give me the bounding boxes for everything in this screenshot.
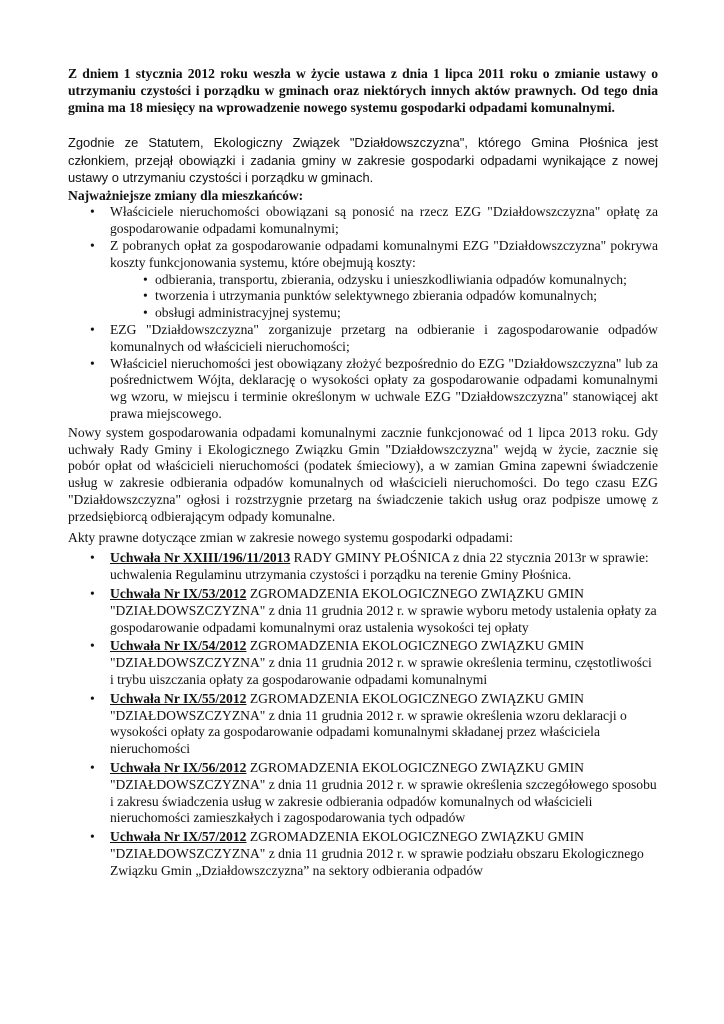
change-owners-fee: Właściciele nieruchomości obowiązani są ponosić na rzecz EZG "Działdowszczyzna" opłatę za gospodarowanie odpadami komunalnymi; bbox=[110, 204, 658, 237]
act-description: RADY GMINY PŁOŚNICA z dnia 22 stycznia 2013r w sprawie: uchwalenia Regulaminu utrzymania czystości i porządku na terenie Gminy Płośnica. bbox=[110, 550, 649, 583]
change-tender: EZG "Działdowszczyzna" zorganizuje przetarg na odbieranie i zagospodarowanie odpadów komunalnych od właścicieli nieruchomości; bbox=[110, 321, 658, 354]
act-description: ZGROMADZENIA EKOLOGICZNEGO ZWIĄZKU GMIN "DZIAŁDOWSZCZYZNA" z dnia 11 grudnia 2012 r. w sprawie podziału obszaru Ekologicznego Związku Gmin „Działdowszczyzna” na sektory odbierania odpadów bbox=[110, 829, 644, 878]
changes-heading: Najważniejsze zmiany dla mieszkańców: bbox=[68, 187, 304, 203]
document-page bbox=[68, 66, 658, 881]
change-fees-cover-costs: Z pobranych opłat za gospodarowanie odpadami komunalnymi EZG "Działdowszczyzna" pokrywa koszty funkcjonowania systemu, które obejmują koszty: bbox=[110, 238, 658, 270]
act-description: ZGROMADZENIA EKOLOGICZNEGO ZWIĄZKU GMIN "DZIAŁDOWSZCZYZNA" z dnia 11 grudnia 2012 r. w sprawie określenia szczegółowego sposobu i zakresu świadczenia usług w zakresie odbierania odpadów komunalnych od właścicieli nieruchomości zamieszkałych i zagospodarowania tych odpadów bbox=[110, 759, 657, 826]
act-item bbox=[68, 550, 658, 584]
act-item bbox=[68, 760, 658, 827]
act-link[interactable]: Uchwała Nr IX/53/2012 bbox=[110, 585, 247, 601]
list-item: • odbierania, transportu, zbierania, odzysku i unieszkodliwiania odpadów komunalnych; bbox=[110, 272, 658, 289]
statute-paragraph: Zgodnie ze Statutem, Ekologiczny Związek "Działdowszczyzna", którego Gmina Płośnica jest członkiem, przejął obowiązki i zadania gminy w zakresie gospodarki odpadami wynikające z nowej ustawy o utrzymaniu czystości i porządku w gminach. bbox=[68, 135, 658, 186]
changes-list bbox=[68, 204, 658, 422]
costs-sublist bbox=[110, 272, 658, 322]
act-link[interactable]: Uchwała Nr IX/54/2012 bbox=[110, 638, 247, 654]
list-item bbox=[68, 204, 658, 238]
list-item: • tworzenia i utrzymania punktów selektywnego zbierania odpadów komunalnych; bbox=[110, 288, 658, 305]
acts-list bbox=[68, 550, 658, 879]
new-system-paragraph: Nowy system gospodarowania odpadami komunalnymi zacznie funkcjonować od 1 lipca 2013 roku. Gdy uchwały Rady Gminy i Ekologicznego Związku Gmin "Działdowszczyzna" wejdą w życie, zacznie się pobór opłat od właścicieli nieruchomości (podatek śmieciowy), a w zamian Gmina zapewni świadczenie usług w zakresie odbierania odpadów komunalnych od właścicieli nieruchomości. Do tego czasu EZG "Działdowszczyzna" ogłosi i rozstrzygnie przetarg na świadczenie takich usług oraz podpisze umowę z przedsiębiorcą odbierającym odpady komunalne. bbox=[68, 424, 658, 524]
list-item bbox=[68, 322, 658, 356]
act-item bbox=[68, 638, 658, 688]
act-item bbox=[68, 691, 658, 758]
list-item: • obsługi administracyjnej systemu; bbox=[110, 305, 658, 322]
act-item bbox=[68, 586, 658, 636]
intro-paragraph: Z dniem 1 stycznia 2012 roku weszła w życie ustawa z dnia 1 lipca 2011 roku o zmianie ustawy o utrzymaniu czystości i porządku w gminach oraz niektórych innych aktów prawnych. Od tego dnia gmina ma 18 miesięcy na wprowadzenie nowego systemu gospodarki odpadami komunalnymi. bbox=[68, 66, 658, 115]
act-link[interactable]: Uchwała Nr IX/56/2012 bbox=[110, 759, 247, 775]
change-declaration: Właściciel nieruchomości jest obowiązany złożyć bezpośrednio do EZG "Działdowszczyzna" lub za pośrednictwem Wójta, deklarację o wysokości opłaty za gospodarowanie odpadami komunalnymi wg wzoru, w miejscu i terminie określonym w uchwale EZG "Działdowszczyzna" stanowiącej akt prawa miejscowego. bbox=[110, 355, 658, 421]
list-item bbox=[68, 238, 658, 322]
act-description: ZGROMADZENIA EKOLOGICZNEGO ZWIĄZKU GMIN "DZIAŁDOWSZCZYZNA" z dnia 11 grudnia 2012 r. w sprawie określenia wzoru deklaracji o wysokości opłaty za gospodarowanie odpadami komunalnymi składanej przez właściciela nieruchomości bbox=[110, 690, 627, 757]
act-link[interactable]: Uchwała Nr IX/55/2012 bbox=[110, 690, 247, 706]
list-item bbox=[68, 356, 658, 423]
act-item bbox=[68, 829, 658, 879]
act-link[interactable]: Uchwała Nr XXIII/196/11/2013 bbox=[110, 550, 291, 566]
act-link[interactable]: Uchwała Nr IX/57/2012 bbox=[110, 829, 247, 845]
acts-intro: Akty prawne dotyczące zmian w zakresie nowego systemu gospodarki odpadami: bbox=[68, 529, 514, 545]
act-description: ZGROMADZENIA EKOLOGICZNEGO ZWIĄZKU GMIN "DZIAŁDOWSZCZYZNA" z dnia 11 grudnia 2012 r. w sprawie określenia terminu, częstotliwości i trybu uiszczania opłaty za gospodarowanie odpadami komunalnymi bbox=[110, 638, 652, 687]
act-description: ZGROMADZENIA EKOLOGICZNEGO ZWIĄZKU GMIN "DZIAŁDOWSZCZYZNA" z dnia 11 grudnia 2012 r. w sprawie wyboru metody ustalenia opłaty za gospodarowanie odpadami komunalnymi oraz ustalenia wysokości tej opłaty bbox=[110, 585, 657, 635]
